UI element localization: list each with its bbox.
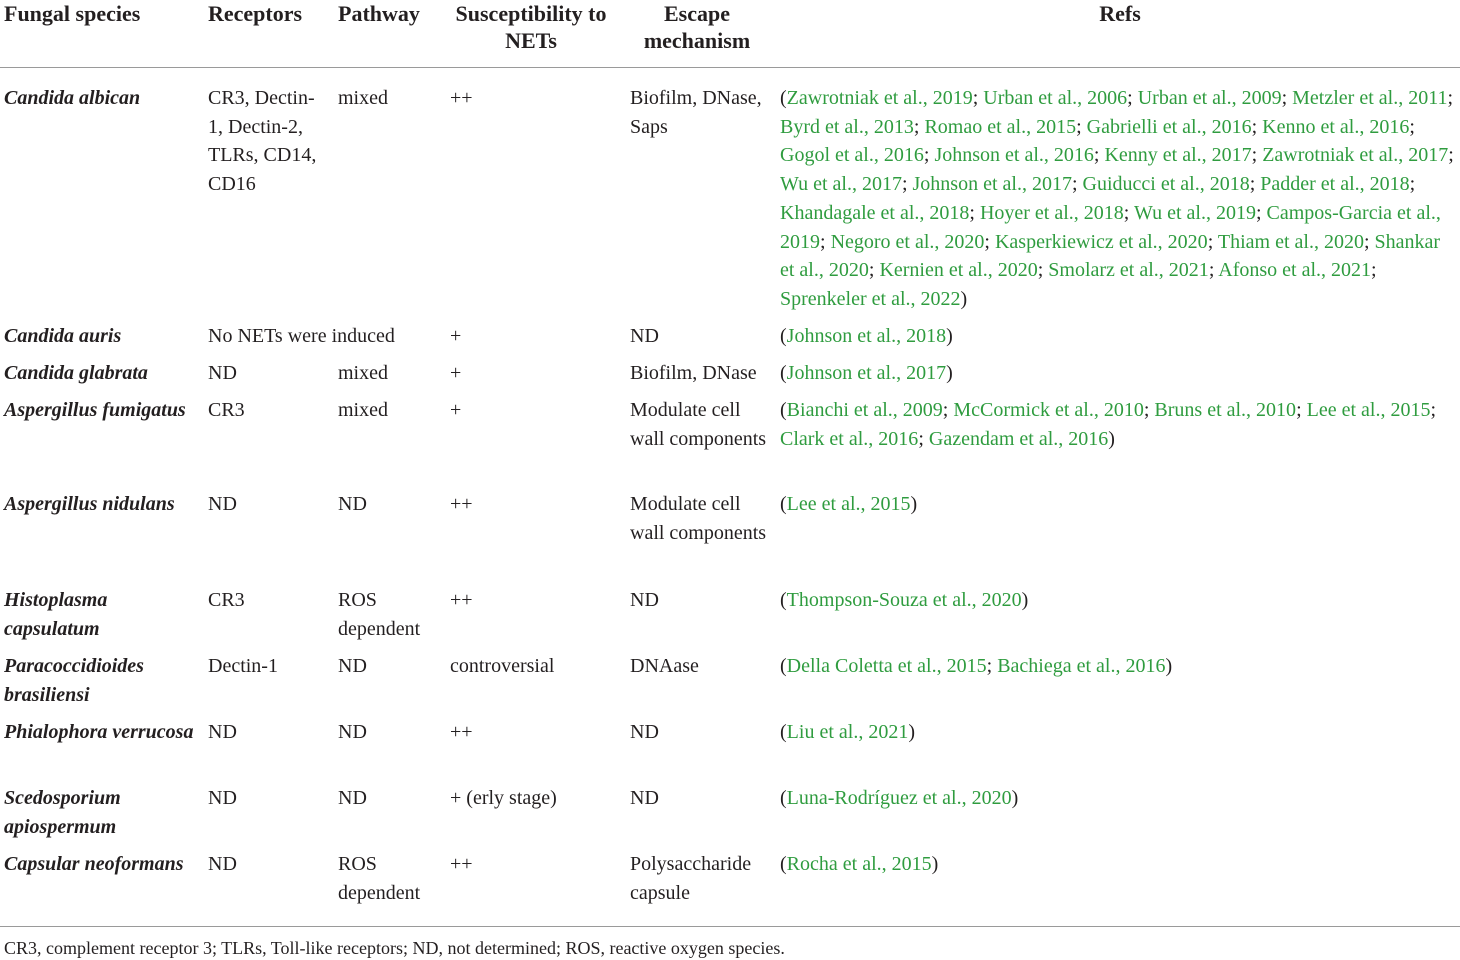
reference-link[interactable]: Lee et al., 2015 [1306, 399, 1431, 421]
reference-link[interactable]: Gabrielli et al., 2016 [1086, 115, 1252, 138]
cell-refs [780, 652, 1454, 681]
refs-separator: ; [1409, 173, 1416, 196]
reference-link[interactable]: Johnson et al., 2017 [912, 173, 1072, 196]
cell-susceptibility: + [450, 399, 462, 421]
refs-close-paren: ) [946, 325, 953, 347]
reference-link[interactable]: Khandagale et al., 2018 [780, 201, 970, 224]
refs-separator: ; [1371, 259, 1377, 282]
reference-link[interactable]: Johnson et al., 2018 [786, 325, 947, 347]
refs-separator: ; [1251, 115, 1263, 138]
cell-receptors: No NETs were induced [208, 325, 395, 347]
cell-refs [780, 850, 1454, 879]
reference-link[interactable]: Wu et al., 2019 [1134, 201, 1256, 224]
header-refs: Refs [1099, 1, 1141, 26]
refs-close-paren: ) [1108, 427, 1115, 450]
refs-separator: ; [1447, 87, 1454, 109]
cell-pathway: ND [338, 493, 367, 515]
cell-escape: Polysaccharide capsule [630, 853, 752, 904]
refs-separator: ; [1255, 201, 1267, 224]
refs-separator: ; [913, 115, 925, 138]
refs-close-paren: ) [908, 721, 915, 743]
refs-open-paren: ( [780, 721, 787, 743]
table-footnote: CR3, complement receptor 3; TLRs, Toll-like receptors; ND, not determined; ROS, reactive oxygen species. [4, 938, 785, 958]
cell-pathway: mixed [338, 362, 388, 384]
reference-link[interactable]: Afonso et al., 2021 [1218, 259, 1372, 282]
reference-link[interactable]: Luna-Rodríguez et al., 2020 [786, 787, 1012, 809]
cell-escape: ND [630, 787, 659, 809]
reference-link[interactable]: Metzler et al., 2011 [1292, 87, 1448, 109]
reference-link[interactable]: Campos-Garcia et al., 2019 [780, 201, 1441, 253]
refs-separator: ; [1251, 144, 1263, 167]
refs-close-paren: ) [1011, 787, 1019, 809]
reference-link[interactable]: Smolarz et al., 2021 [1048, 259, 1209, 282]
cell-receptors: CR3 [208, 399, 245, 421]
header-fungal-species: Fungal species [4, 1, 141, 26]
cell-receptors: CR3, Dectin-1, Dectin-2, TLRs, CD14, CD16 [208, 87, 317, 196]
reference-link[interactable]: Negoro et al., 2020 [830, 230, 985, 253]
table-bottom-rule [0, 926, 1460, 927]
cell-pathway: mixed [338, 399, 388, 421]
reference-link[interactable]: Romao et al., 2015 [924, 115, 1077, 138]
cell-refs [780, 322, 1454, 351]
refs-open-paren: ( [780, 325, 787, 347]
reference-link[interactable]: Urban et al., 2009 [1137, 87, 1282, 109]
refs-separator: ; [1127, 87, 1138, 109]
refs-open-paren: ( [780, 589, 787, 611]
refs-separator: ; [901, 173, 913, 196]
reference-link[interactable]: Bruns et al., 2010 [1154, 399, 1297, 421]
cell-escape: ND [630, 325, 659, 347]
reference-link[interactable]: Clark et al., 2016 [780, 427, 919, 450]
refs-separator: ; [923, 144, 935, 167]
reference-link[interactable]: Sprenkeler et al., 2022 [780, 287, 961, 310]
reference-link[interactable]: Wu et al., 2017 [780, 173, 902, 196]
reference-link[interactable]: Kasperkiewicz et al., 2020 [994, 230, 1208, 253]
refs-separator: ; [942, 399, 954, 421]
reference-link[interactable]: Kenny et al., 2017 [1104, 144, 1252, 167]
cell-escape: ND [630, 589, 659, 611]
refs-separator: ; [1076, 115, 1087, 138]
refs-separator: ; [868, 259, 880, 282]
cell-susceptibility: ++ [450, 721, 473, 743]
cell-refs [780, 586, 1454, 615]
cell-susceptibility: ++ [450, 589, 473, 611]
cell-refs [780, 784, 1454, 813]
cell-escape: Biofilm, DNase, Saps [630, 87, 762, 138]
cell-pathway: ND [338, 787, 367, 809]
refs-separator: ; [986, 655, 998, 677]
cell-species: Aspergillus fumigatus [4, 399, 186, 421]
reference-link[interactable]: Zawrotniak et al., 2017 [1262, 144, 1449, 167]
cell-escape: Biofilm, DNase [630, 362, 757, 384]
cell-species: Capsular neoformans [4, 853, 184, 875]
cell-species: Candida auris [4, 325, 122, 347]
cell-refs [780, 490, 1454, 519]
refs-open-paren: ( [780, 655, 787, 677]
refs-separator: ; [1208, 259, 1219, 282]
reference-link[interactable]: Gogol et al., 2016 [780, 144, 924, 167]
cell-refs [780, 359, 1454, 388]
cell-susceptibility: + (erly stage) [450, 787, 557, 809]
refs-separator: ; [1143, 399, 1155, 421]
cell-species: Paracoccidioides brasiliensi [4, 655, 144, 706]
cell-susceptibility: + [450, 325, 462, 347]
reference-link[interactable]: Kenno et al., 2016 [1262, 115, 1410, 138]
cell-susceptibility: ++ [450, 87, 473, 109]
cell-pathway: ROS dependent [338, 853, 421, 904]
cell-species: Phialophora verrucosa [4, 721, 194, 743]
cell-species: Candida albican [4, 87, 141, 109]
cell-receptors: ND [208, 787, 237, 809]
cell-pathway: ND [338, 655, 367, 677]
reference-link[interactable]: Gazendam et al., 2016 [928, 427, 1109, 450]
reference-link[interactable]: Kernien et al., 2020 [879, 259, 1038, 282]
reference-link[interactable]: Bianchi et al., 2009 [786, 399, 943, 421]
cell-receptors: ND [208, 362, 237, 384]
cell-escape: ND [630, 721, 659, 743]
refs-open-paren: ( [780, 399, 787, 421]
refs-close-paren: ) [910, 493, 918, 515]
refs-close-paren: ) [931, 853, 939, 875]
refs-open-paren: ( [780, 87, 787, 109]
refs-separator: ; [1071, 173, 1083, 196]
reference-link[interactable]: Hoyer et al., 2018 [979, 201, 1124, 224]
header-escape-mechanism: Escape mechanism [643, 1, 751, 53]
refs-open-paren: ( [780, 787, 787, 809]
cell-escape: Modulate cell wall components [630, 493, 767, 544]
reference-link[interactable]: Della Coletta et al., 2015 [786, 655, 987, 677]
cell-pathway: ND [338, 721, 367, 743]
reference-link[interactable]: Thompson-Souza et al., 2020 [786, 589, 1022, 611]
reference-link[interactable]: Zawrotniak et al., 2019 [786, 87, 973, 109]
reference-link[interactable]: Lee et al., 2015 [786, 493, 911, 515]
header-pathway: Pathway [338, 1, 420, 26]
cell-receptors: Dectin-1 [208, 655, 278, 677]
header-divider [0, 67, 1460, 68]
refs-separator: ; [1093, 144, 1105, 167]
refs-separator: ; [972, 87, 984, 109]
refs-separator: ; [984, 230, 995, 253]
refs-separator: ; [1430, 399, 1437, 421]
cell-receptors: ND [208, 493, 237, 515]
cell-refs [780, 396, 1454, 453]
reference-link[interactable]: Johnson et al., 2016 [934, 144, 1094, 167]
refs-separator: ; [1409, 115, 1415, 138]
refs-open-paren: ( [780, 362, 787, 384]
cell-species: Candida glabrata [4, 362, 148, 384]
cell-species: Aspergillus nidulans [4, 493, 175, 515]
cell-pathway: mixed [338, 87, 388, 109]
refs-separator: ; [1448, 144, 1454, 167]
reference-link[interactable]: Liu et al., 2021 [786, 721, 909, 743]
reference-link[interactable]: Guiducci et al., 2018 [1082, 173, 1250, 196]
reference-link[interactable]: Urban et al., 2006 [983, 87, 1128, 109]
refs-separator: ; [918, 427, 929, 450]
reference-link[interactable]: Thiam et al., 2020 [1217, 230, 1364, 253]
refs-separator: ; [1207, 230, 1218, 253]
header-receptors: Receptors [208, 1, 303, 26]
reference-link[interactable]: Padder et al., 2018 [1260, 173, 1410, 196]
cell-pathway: ROS dependent [338, 589, 421, 640]
header-susceptibility: Susceptibility to NETs [455, 1, 607, 53]
refs-close-paren: ) [960, 287, 968, 310]
cell-refs [780, 84, 1454, 314]
refs-open-paren: ( [780, 853, 787, 875]
cell-susceptibility: controversial [450, 655, 555, 677]
cell-species: Scedosporium apiospermum [4, 787, 121, 838]
reference-link[interactable]: Johnson et al., 2017 [786, 362, 947, 384]
cell-escape: DNAase [630, 655, 699, 677]
refs-separator: ; [1037, 259, 1049, 282]
refs-separator: ; [1296, 399, 1307, 421]
refs-separator: ; [969, 201, 980, 224]
reference-link[interactable]: Byrd et al., 2013 [780, 115, 914, 138]
cell-refs [780, 718, 1454, 747]
cell-susceptibility: ++ [450, 493, 473, 515]
reference-link[interactable]: Bachiega et al., 2016 [997, 655, 1166, 677]
refs-separator: ; [820, 230, 831, 253]
cell-escape: Modulate cell wall components [630, 399, 767, 450]
cell-species: Histoplasma capsulatum [4, 589, 108, 640]
cell-susceptibility: + [450, 362, 462, 384]
reference-link[interactable]: Rocha et al., 2015 [786, 853, 932, 875]
refs-separator: ; [1249, 173, 1261, 196]
refs-close-paren: ) [1021, 589, 1029, 611]
reference-link[interactable]: McCormick et al., 2010 [953, 399, 1144, 421]
refs-separator: ; [1281, 87, 1293, 109]
cell-receptors: CR3 [208, 589, 245, 611]
refs-separator: ; [1363, 230, 1375, 253]
refs-separator: ; [1123, 201, 1134, 224]
cell-receptors: ND [208, 853, 237, 875]
refs-close-paren: ) [946, 362, 953, 384]
reference-link[interactable]: Shankar et al., 2020 [780, 230, 1441, 282]
refs-close-paren: ) [1165, 655, 1173, 677]
refs-open-paren: ( [780, 493, 787, 515]
cell-susceptibility: ++ [450, 853, 473, 875]
cell-receptors: ND [208, 721, 237, 743]
